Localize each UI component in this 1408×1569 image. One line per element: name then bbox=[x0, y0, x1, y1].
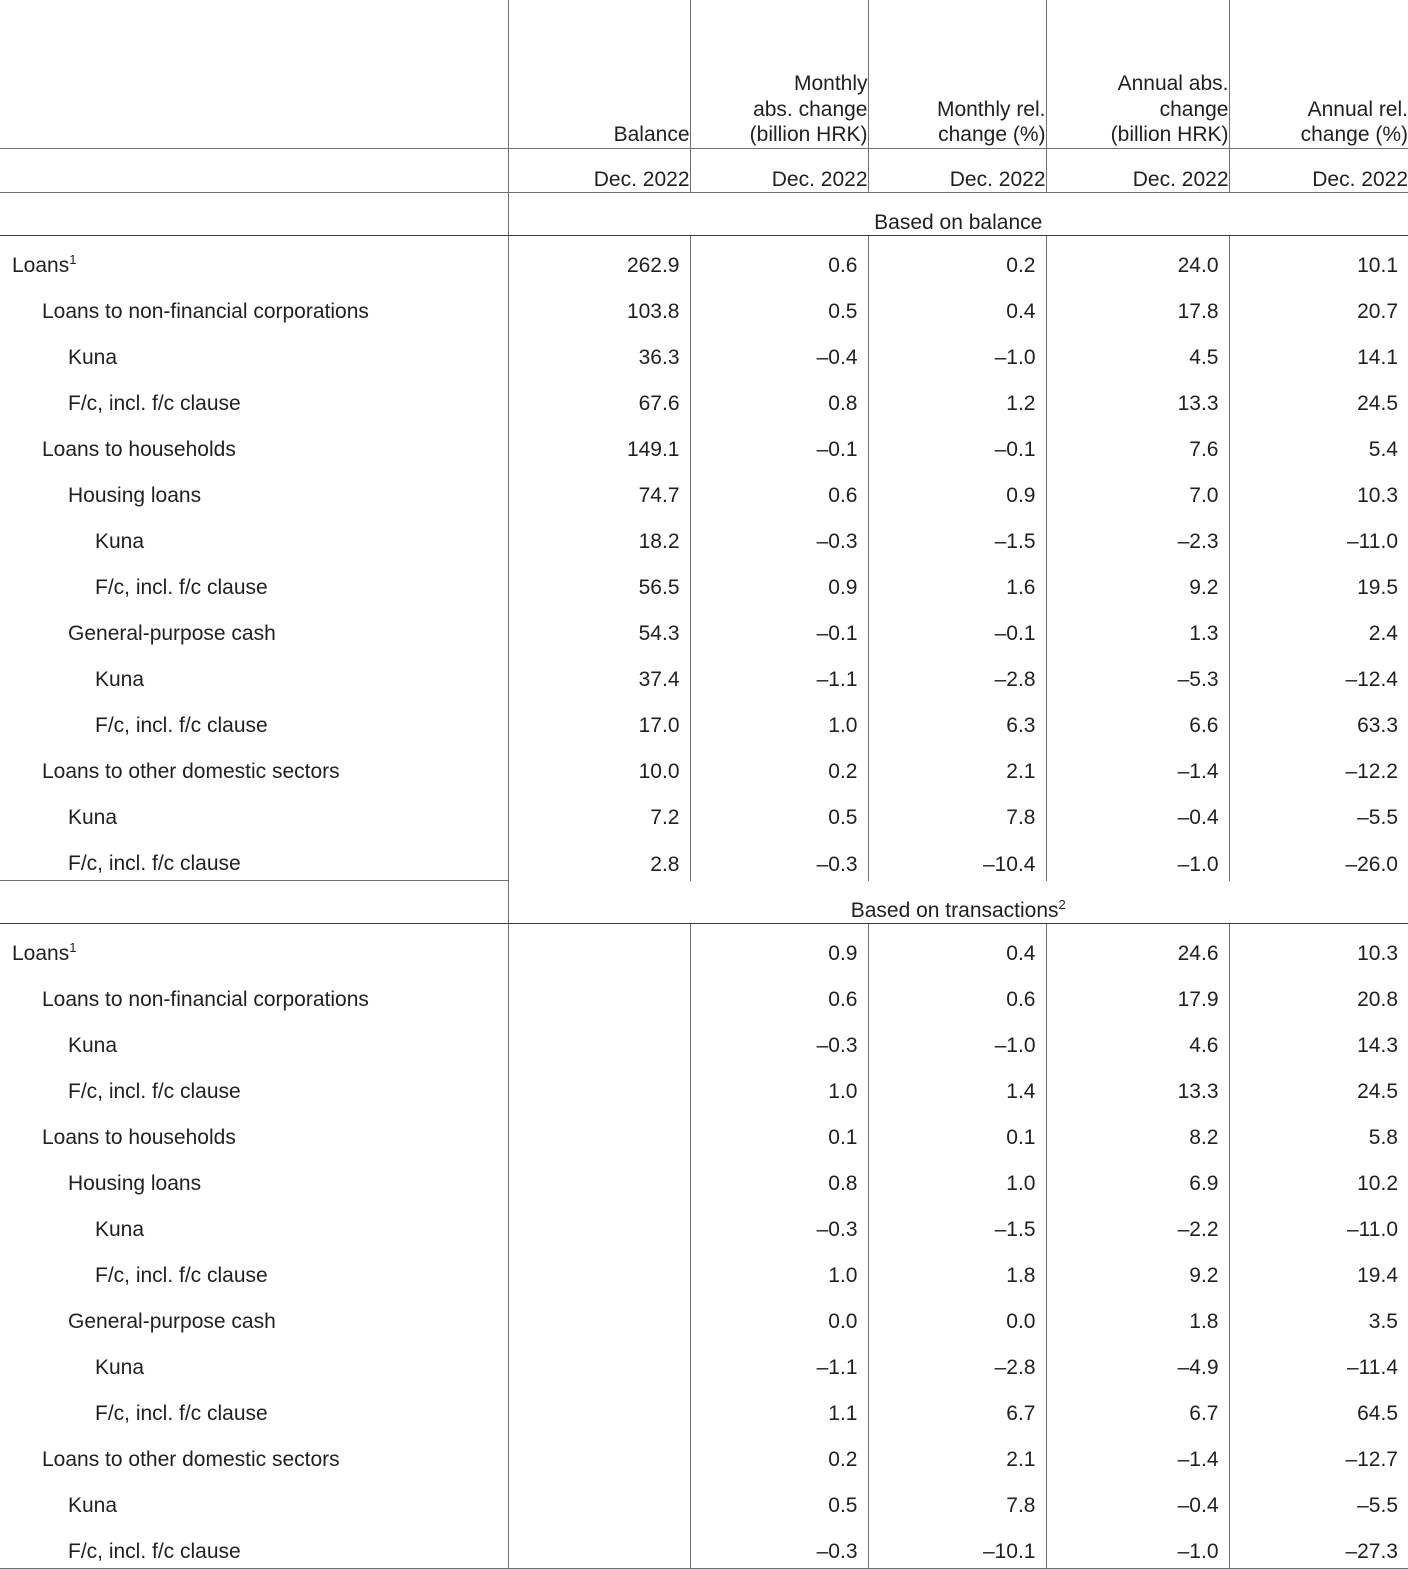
cell-monthly-abs: 1.0 bbox=[690, 696, 868, 742]
table-row bbox=[0, 1200, 1408, 1246]
header-monthly-rel-line2: change (%) bbox=[869, 122, 1046, 148]
cell-monthly-abs: 1.0 bbox=[690, 1062, 868, 1108]
header-annual-rel-change bbox=[1229, 0, 1408, 149]
header-annual-rel-line1: Annual rel. bbox=[1230, 97, 1408, 123]
cell-monthly-rel: 1.6 bbox=[868, 558, 1046, 604]
cell-monthly-abs: –0.3 bbox=[690, 1522, 868, 1569]
cell-monthly-rel: 0.6 bbox=[868, 970, 1046, 1016]
cell-balance bbox=[508, 1292, 690, 1338]
cell-balance bbox=[508, 1522, 690, 1569]
cell-annual-abs: 13.3 bbox=[1046, 374, 1229, 420]
row-label: F/c, incl. f/c clause bbox=[0, 558, 508, 604]
cell-annual-abs: –4.9 bbox=[1046, 1338, 1229, 1384]
cell-balance: 149.1 bbox=[508, 420, 690, 466]
cell-monthly-abs: –0.3 bbox=[690, 834, 868, 881]
cell-balance bbox=[508, 923, 690, 970]
table-header bbox=[0, 0, 1408, 193]
section-band-row bbox=[0, 881, 1408, 924]
row-label: F/c, incl. f/c clause bbox=[0, 374, 508, 420]
cell-monthly-rel: –2.8 bbox=[868, 650, 1046, 696]
cell-balance: 54.3 bbox=[508, 604, 690, 650]
table-row bbox=[0, 1154, 1408, 1200]
cell-annual-rel: 24.5 bbox=[1229, 1062, 1408, 1108]
cell-annual-rel: 10.2 bbox=[1229, 1154, 1408, 1200]
cell-annual-rel: –26.0 bbox=[1229, 834, 1408, 881]
table-row bbox=[0, 1246, 1408, 1292]
cell-annual-abs: 6.9 bbox=[1046, 1154, 1229, 1200]
cell-monthly-rel: 2.1 bbox=[868, 742, 1046, 788]
cell-balance bbox=[508, 1476, 690, 1522]
cell-annual-abs: 17.8 bbox=[1046, 282, 1229, 328]
row-label: Loans to non-financial corporations bbox=[0, 282, 508, 328]
header-date-annual-abs: Dec. 2022 bbox=[1046, 149, 1229, 193]
cell-annual-rel: –12.2 bbox=[1229, 742, 1408, 788]
cell-monthly-rel: –0.1 bbox=[868, 420, 1046, 466]
row-label: Kuna bbox=[0, 328, 508, 374]
cell-annual-abs: 7.6 bbox=[1046, 420, 1229, 466]
row-label: Housing loans bbox=[0, 1154, 508, 1200]
table-row bbox=[0, 558, 1408, 604]
cell-annual-rel: 3.5 bbox=[1229, 1292, 1408, 1338]
cell-monthly-abs: –1.1 bbox=[690, 650, 868, 696]
cell-balance: 67.6 bbox=[508, 374, 690, 420]
cell-monthly-rel: 0.4 bbox=[868, 923, 1046, 970]
row-label: F/c, incl. f/c clause bbox=[0, 1246, 508, 1292]
header-row-labels bbox=[0, 0, 1408, 149]
cell-monthly-rel: –0.1 bbox=[868, 604, 1046, 650]
cell-monthly-abs: –0.4 bbox=[690, 328, 868, 374]
row-label: Kuna bbox=[0, 1338, 508, 1384]
cell-annual-abs: –1.0 bbox=[1046, 1522, 1229, 1569]
section-title-footnote-marker: 2 bbox=[1059, 897, 1066, 912]
header-balance-line1: Balance bbox=[509, 122, 690, 148]
table-row bbox=[0, 328, 1408, 374]
cell-annual-rel: 14.3 bbox=[1229, 1016, 1408, 1062]
row-label: Loans to households bbox=[0, 1108, 508, 1154]
cell-balance: 7.2 bbox=[508, 788, 690, 834]
cell-annual-abs: 1.3 bbox=[1046, 604, 1229, 650]
cell-balance bbox=[508, 970, 690, 1016]
row-label: F/c, incl. f/c clause bbox=[0, 834, 508, 881]
cell-balance: 10.0 bbox=[508, 742, 690, 788]
table-row bbox=[0, 650, 1408, 696]
table-row bbox=[0, 1476, 1408, 1522]
cell-monthly-rel: 1.0 bbox=[868, 1154, 1046, 1200]
table-row bbox=[0, 1384, 1408, 1430]
cell-annual-abs: 7.0 bbox=[1046, 466, 1229, 512]
cell-monthly-abs: 1.1 bbox=[690, 1384, 868, 1430]
cell-annual-rel: –11.0 bbox=[1229, 1200, 1408, 1246]
section-band-blank bbox=[0, 193, 508, 236]
table-row bbox=[0, 512, 1408, 558]
cell-monthly-rel: 0.2 bbox=[868, 236, 1046, 283]
table-row bbox=[0, 466, 1408, 512]
cell-annual-rel: 10.1 bbox=[1229, 236, 1408, 283]
cell-annual-abs: 6.7 bbox=[1046, 1384, 1229, 1430]
cell-annual-rel: 2.4 bbox=[1229, 604, 1408, 650]
cell-monthly-abs: 0.8 bbox=[690, 374, 868, 420]
cell-annual-rel: 14.1 bbox=[1229, 328, 1408, 374]
row-label: Kuna bbox=[0, 1016, 508, 1062]
cell-annual-rel: 64.5 bbox=[1229, 1384, 1408, 1430]
cell-annual-abs: 4.5 bbox=[1046, 328, 1229, 374]
header-date-blank bbox=[0, 149, 508, 193]
cell-annual-rel: –12.4 bbox=[1229, 650, 1408, 696]
row-label: F/c, incl. f/c clause bbox=[0, 1522, 508, 1569]
row-footnote-marker: 1 bbox=[69, 940, 76, 955]
cell-monthly-abs: 1.0 bbox=[690, 1246, 868, 1292]
cell-annual-abs: 9.2 bbox=[1046, 558, 1229, 604]
cell-annual-abs: –0.4 bbox=[1046, 788, 1229, 834]
cell-monthly-abs: –0.1 bbox=[690, 420, 868, 466]
row-label: Loans$^1$ bbox=[0, 236, 508, 283]
cell-annual-abs: 9.2 bbox=[1046, 1246, 1229, 1292]
cell-annual-rel: 10.3 bbox=[1229, 923, 1408, 970]
cell-monthly-abs: 0.0 bbox=[690, 1292, 868, 1338]
table-row bbox=[0, 1016, 1408, 1062]
header-date-balance: Dec. 2022 bbox=[508, 149, 690, 193]
cell-monthly-rel: –1.0 bbox=[868, 328, 1046, 374]
header-balance bbox=[508, 0, 690, 149]
cell-monthly-abs: 0.5 bbox=[690, 1476, 868, 1522]
cell-monthly-rel: 0.4 bbox=[868, 282, 1046, 328]
cell-monthly-rel: –10.1 bbox=[868, 1522, 1046, 1569]
cell-annual-rel: 20.7 bbox=[1229, 282, 1408, 328]
row-label: F/c, incl. f/c clause bbox=[0, 1062, 508, 1108]
cell-annual-rel: 10.3 bbox=[1229, 466, 1408, 512]
cell-monthly-abs: –0.3 bbox=[690, 1016, 868, 1062]
header-monthly-rel-line1: Monthly rel. bbox=[869, 97, 1046, 123]
cell-balance: 74.7 bbox=[508, 466, 690, 512]
cell-monthly-rel: –2.8 bbox=[868, 1338, 1046, 1384]
cell-monthly-abs: 0.6 bbox=[690, 970, 868, 1016]
cell-annual-abs: 17.9 bbox=[1046, 970, 1229, 1016]
header-corner-blank bbox=[0, 0, 508, 149]
cell-annual-abs: –5.3 bbox=[1046, 650, 1229, 696]
header-annual-rel-line2: change (%) bbox=[1230, 122, 1408, 148]
row-label: Kuna bbox=[0, 512, 508, 558]
cell-monthly-rel: 0.0 bbox=[868, 1292, 1046, 1338]
cell-monthly-rel: 0.9 bbox=[868, 466, 1046, 512]
header-annual-abs-line3: (billion HRK) bbox=[1047, 122, 1229, 148]
table-row bbox=[0, 1062, 1408, 1108]
cell-annual-abs: 6.6 bbox=[1046, 696, 1229, 742]
cell-balance: 262.9 bbox=[508, 236, 690, 283]
section-band-blank bbox=[0, 881, 508, 924]
cell-annual-rel: 20.8 bbox=[1229, 970, 1408, 1016]
row-label: General-purpose cash bbox=[0, 604, 508, 650]
table-row bbox=[0, 970, 1408, 1016]
table-row bbox=[0, 374, 1408, 420]
cell-balance bbox=[508, 1384, 690, 1430]
row-label: Loans to other domestic sectors bbox=[0, 1430, 508, 1476]
cell-annual-rel: 24.5 bbox=[1229, 374, 1408, 420]
cell-monthly-rel: –1.0 bbox=[868, 1016, 1046, 1062]
header-date-monthly-rel: Dec. 2022 bbox=[868, 149, 1046, 193]
cell-monthly-abs: 0.2 bbox=[690, 1430, 868, 1476]
cell-monthly-abs: 0.6 bbox=[690, 466, 868, 512]
cell-balance: 18.2 bbox=[508, 512, 690, 558]
table-row bbox=[0, 1338, 1408, 1384]
row-label: F/c, incl. f/c clause bbox=[0, 1384, 508, 1430]
header-annual-abs-line2: change bbox=[1047, 97, 1229, 123]
cell-annual-abs: –1.4 bbox=[1046, 1430, 1229, 1476]
table-row bbox=[0, 1108, 1408, 1154]
row-label: General-purpose cash bbox=[0, 1292, 508, 1338]
cell-monthly-abs: –1.1 bbox=[690, 1338, 868, 1384]
cell-monthly-rel: 6.7 bbox=[868, 1384, 1046, 1430]
table-row bbox=[0, 604, 1408, 650]
cell-balance bbox=[508, 1200, 690, 1246]
table-row bbox=[0, 696, 1408, 742]
cell-annual-rel: 19.4 bbox=[1229, 1246, 1408, 1292]
cell-monthly-rel: –1.5 bbox=[868, 1200, 1046, 1246]
cell-annual-abs: 24.0 bbox=[1046, 236, 1229, 283]
section-title: Based on balance bbox=[508, 193, 1408, 236]
header-monthly-abs-line2: abs. change bbox=[691, 97, 868, 123]
cell-balance: 56.5 bbox=[508, 558, 690, 604]
table-row bbox=[0, 923, 1408, 970]
cell-annual-rel: –11.4 bbox=[1229, 1338, 1408, 1384]
cell-annual-abs: –2.3 bbox=[1046, 512, 1229, 558]
cell-monthly-rel: 7.8 bbox=[868, 788, 1046, 834]
cell-balance: 103.8 bbox=[508, 282, 690, 328]
cell-monthly-abs: –0.3 bbox=[690, 1200, 868, 1246]
cell-monthly-rel: 0.1 bbox=[868, 1108, 1046, 1154]
row-label: Kuna bbox=[0, 1200, 508, 1246]
cell-balance: 37.4 bbox=[508, 650, 690, 696]
cell-monthly-abs: 0.5 bbox=[690, 282, 868, 328]
cell-monthly-abs: 0.9 bbox=[690, 558, 868, 604]
cell-annual-rel: 63.3 bbox=[1229, 696, 1408, 742]
cell-monthly-rel: –1.5 bbox=[868, 512, 1046, 558]
cell-monthly-abs: –0.3 bbox=[690, 512, 868, 558]
cell-balance bbox=[508, 1016, 690, 1062]
cell-monthly-rel: 1.8 bbox=[868, 1246, 1046, 1292]
cell-balance bbox=[508, 1246, 690, 1292]
cell-annual-abs: 13.3 bbox=[1046, 1062, 1229, 1108]
row-label: F/c, incl. f/c clause bbox=[0, 696, 508, 742]
section-title: Based on transactions$^2$ bbox=[508, 881, 1408, 924]
table-row bbox=[0, 834, 1408, 881]
cell-monthly-rel: –10.4 bbox=[868, 834, 1046, 881]
row-label: Housing loans bbox=[0, 466, 508, 512]
cell-annual-rel: 5.4 bbox=[1229, 420, 1408, 466]
cell-monthly-abs: 0.1 bbox=[690, 1108, 868, 1154]
row-label: Loans$^1$ bbox=[0, 923, 508, 970]
header-monthly-abs-line1: Monthly bbox=[691, 71, 868, 97]
cell-balance bbox=[508, 1154, 690, 1200]
table-row bbox=[0, 742, 1408, 788]
cell-annual-rel: –5.5 bbox=[1229, 1476, 1408, 1522]
cell-annual-rel: 5.8 bbox=[1229, 1108, 1408, 1154]
cell-balance bbox=[508, 1062, 690, 1108]
cell-balance bbox=[508, 1108, 690, 1154]
row-label: Loans to households bbox=[0, 420, 508, 466]
cell-balance bbox=[508, 1338, 690, 1384]
cell-annual-abs: 8.2 bbox=[1046, 1108, 1229, 1154]
cell-monthly-rel: 1.2 bbox=[868, 374, 1046, 420]
cell-balance: 2.8 bbox=[508, 834, 690, 881]
header-date-monthly-abs: Dec. 2022 bbox=[690, 149, 868, 193]
cell-monthly-abs: –0.1 bbox=[690, 604, 868, 650]
cell-annual-abs: –1.0 bbox=[1046, 834, 1229, 881]
cell-balance bbox=[508, 1430, 690, 1476]
table-row bbox=[0, 788, 1408, 834]
row-label: Loans to other domestic sectors bbox=[0, 742, 508, 788]
row-label: Kuna bbox=[0, 650, 508, 696]
cell-annual-rel: –5.5 bbox=[1229, 788, 1408, 834]
table-row bbox=[0, 236, 1408, 283]
cell-monthly-abs: 0.8 bbox=[690, 1154, 868, 1200]
header-annual-abs-change bbox=[1046, 0, 1229, 149]
cell-monthly-rel: 7.8 bbox=[868, 1476, 1046, 1522]
header-annual-abs-line1: Annual abs. bbox=[1047, 71, 1229, 97]
row-label: Loans to non-financial corporations bbox=[0, 970, 508, 1016]
table-body bbox=[0, 193, 1408, 1569]
header-monthly-abs-change bbox=[690, 0, 868, 149]
cell-monthly-abs: 0.6 bbox=[690, 236, 868, 283]
header-monthly-abs-line3: (billion HRK) bbox=[691, 122, 868, 148]
cell-annual-abs: –2.2 bbox=[1046, 1200, 1229, 1246]
table-row bbox=[0, 1430, 1408, 1476]
header-date-annual-rel: Dec. 2022 bbox=[1229, 149, 1408, 193]
cell-annual-rel: 19.5 bbox=[1229, 558, 1408, 604]
cell-monthly-rel: 2.1 bbox=[868, 1430, 1046, 1476]
cell-monthly-abs: 0.9 bbox=[690, 923, 868, 970]
cell-annual-rel: –27.3 bbox=[1229, 1522, 1408, 1569]
cell-annual-abs: 4.6 bbox=[1046, 1016, 1229, 1062]
cell-monthly-abs: 0.5 bbox=[690, 788, 868, 834]
cell-annual-abs: –0.4 bbox=[1046, 1476, 1229, 1522]
cell-balance: 36.3 bbox=[508, 328, 690, 374]
table-row bbox=[0, 282, 1408, 328]
cell-monthly-rel: 6.3 bbox=[868, 696, 1046, 742]
header-monthly-rel-change bbox=[868, 0, 1046, 149]
header-row-dates bbox=[0, 149, 1408, 193]
cell-annual-rel: –11.0 bbox=[1229, 512, 1408, 558]
row-footnote-marker: 1 bbox=[69, 252, 76, 267]
table-row bbox=[0, 420, 1408, 466]
row-label: Kuna bbox=[0, 1476, 508, 1522]
table-row bbox=[0, 1522, 1408, 1569]
cell-annual-rel: –12.7 bbox=[1229, 1430, 1408, 1476]
cell-annual-abs: 24.6 bbox=[1046, 923, 1229, 970]
cell-annual-abs: –1.4 bbox=[1046, 742, 1229, 788]
cell-balance: 17.0 bbox=[508, 696, 690, 742]
cell-annual-abs: 1.8 bbox=[1046, 1292, 1229, 1338]
cell-monthly-abs: 0.2 bbox=[690, 742, 868, 788]
table-row bbox=[0, 1292, 1408, 1338]
row-label: Kuna bbox=[0, 788, 508, 834]
cell-monthly-rel: 1.4 bbox=[868, 1062, 1046, 1108]
section-band-row bbox=[0, 193, 1408, 236]
